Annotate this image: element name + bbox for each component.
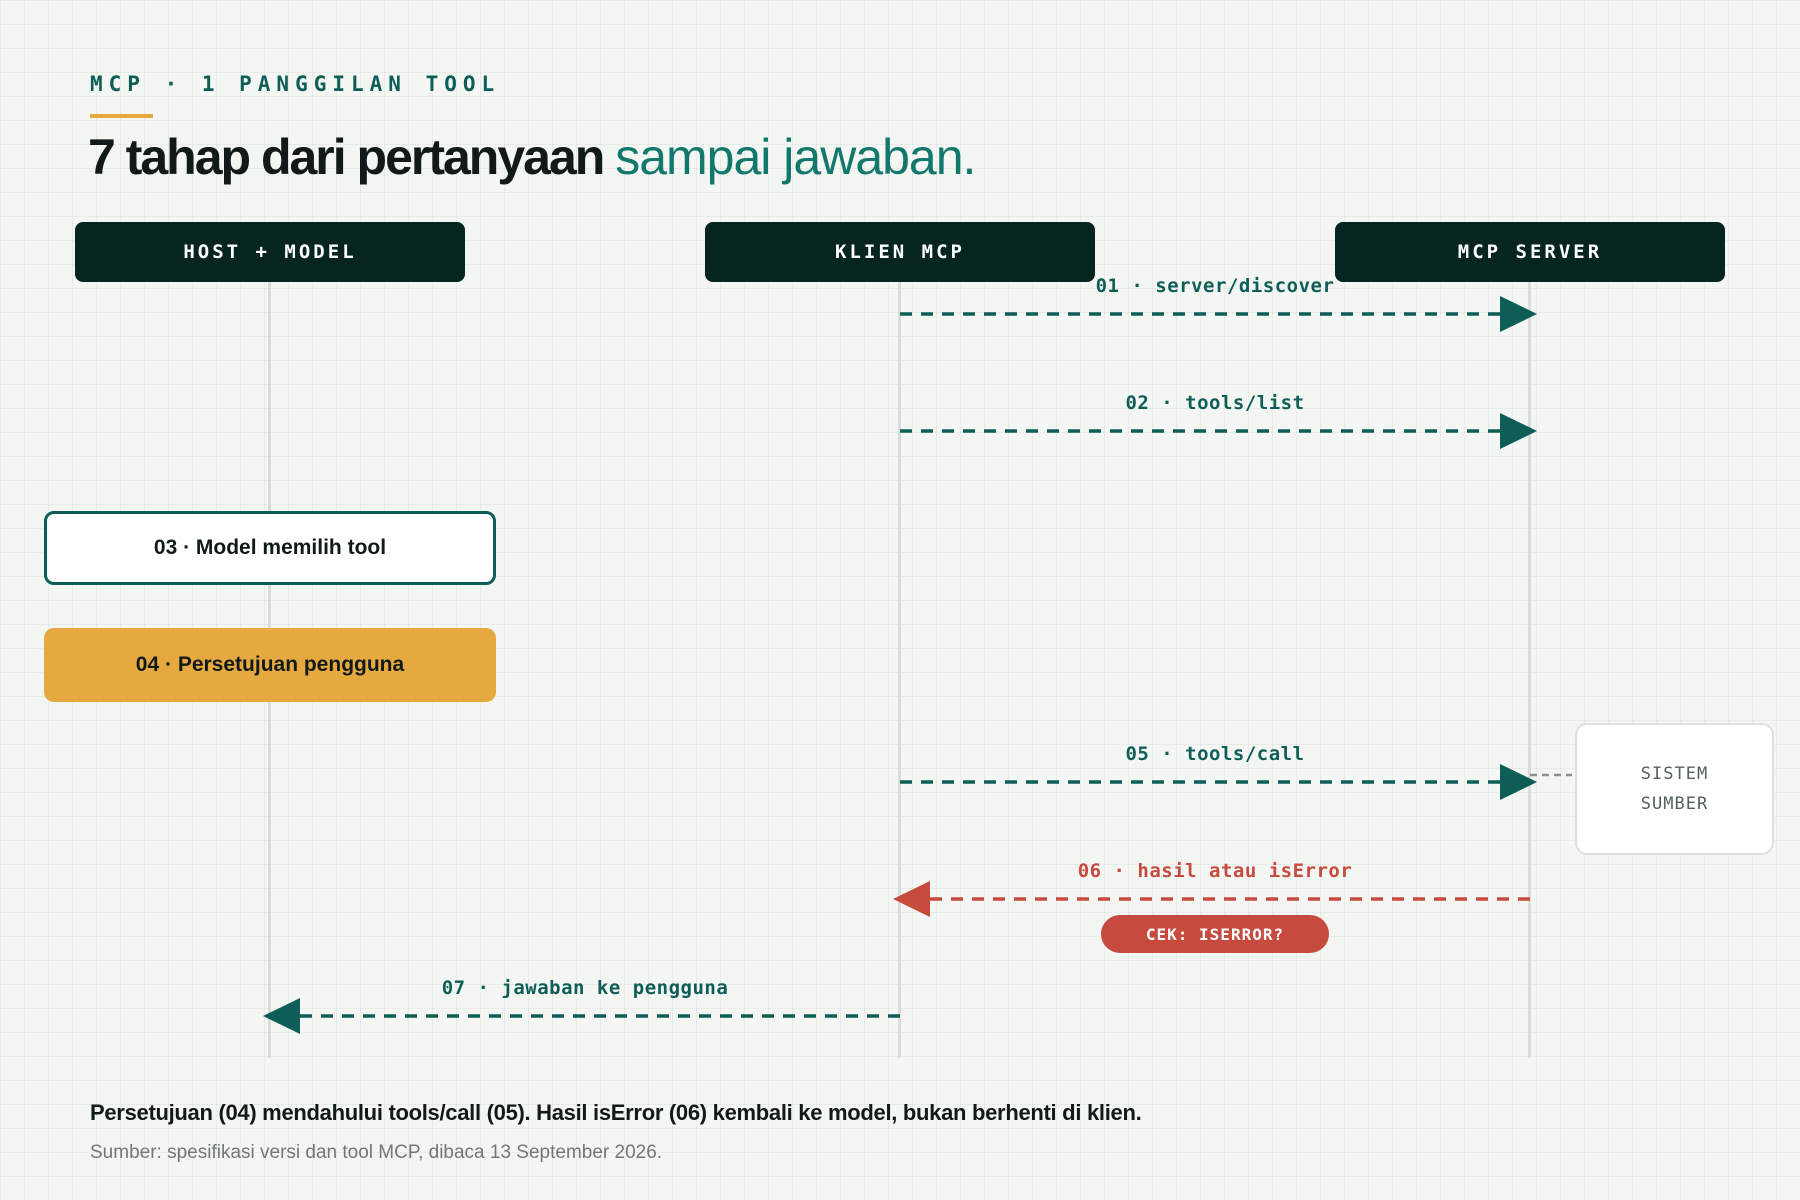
source-system-line2: SUMBER [1640,794,1709,814]
step-03-box: 03 · Model memilih tool [44,511,496,585]
source-system-line1: SISTEM [1640,764,1709,784]
arrow-05 [900,764,1572,800]
footer-source: Sumber: spesifikasi versi dan tool MCP, dibaca 13 September 2026. [90,1142,663,1163]
step-01-label: 01 · server/discover [1095,275,1335,297]
arrow-02 [900,413,1537,449]
arrow-06 [893,881,1530,917]
step-04-box: 04 · Persetujuan pengguna [44,628,496,702]
step-07-label: 07 · jawaban ke pengguna [441,977,729,999]
title-main: 7 tahap dari pertanyaan [88,129,604,185]
lane-header-client: KLIEN MCP [705,222,1095,282]
step-05-label: 05 · tools/call [1125,743,1305,765]
iserror-check-badge: CEK: ISERROR? [1101,915,1329,953]
lane-header-host: HOST + MODEL [75,222,465,282]
source-system-box [1575,723,1774,855]
step-06-label: 06 · hasil atau isError [1077,860,1353,882]
title-accent: sampai jawaban. [615,129,976,185]
step-02-label: 02 · tools/list [1125,392,1305,414]
arrow-01 [900,296,1537,332]
lane-header-server: MCP SERVER [1335,222,1725,282]
diagram-kicker: MCP · 1 PANGGILAN TOOL [90,72,501,96]
arrow-07 [263,998,900,1034]
footer-note: Persetujuan (04) mendahului tools/call (05). Hasil isError (06) kembali ke model, bukan berhenti di klien. [90,1100,1142,1125]
